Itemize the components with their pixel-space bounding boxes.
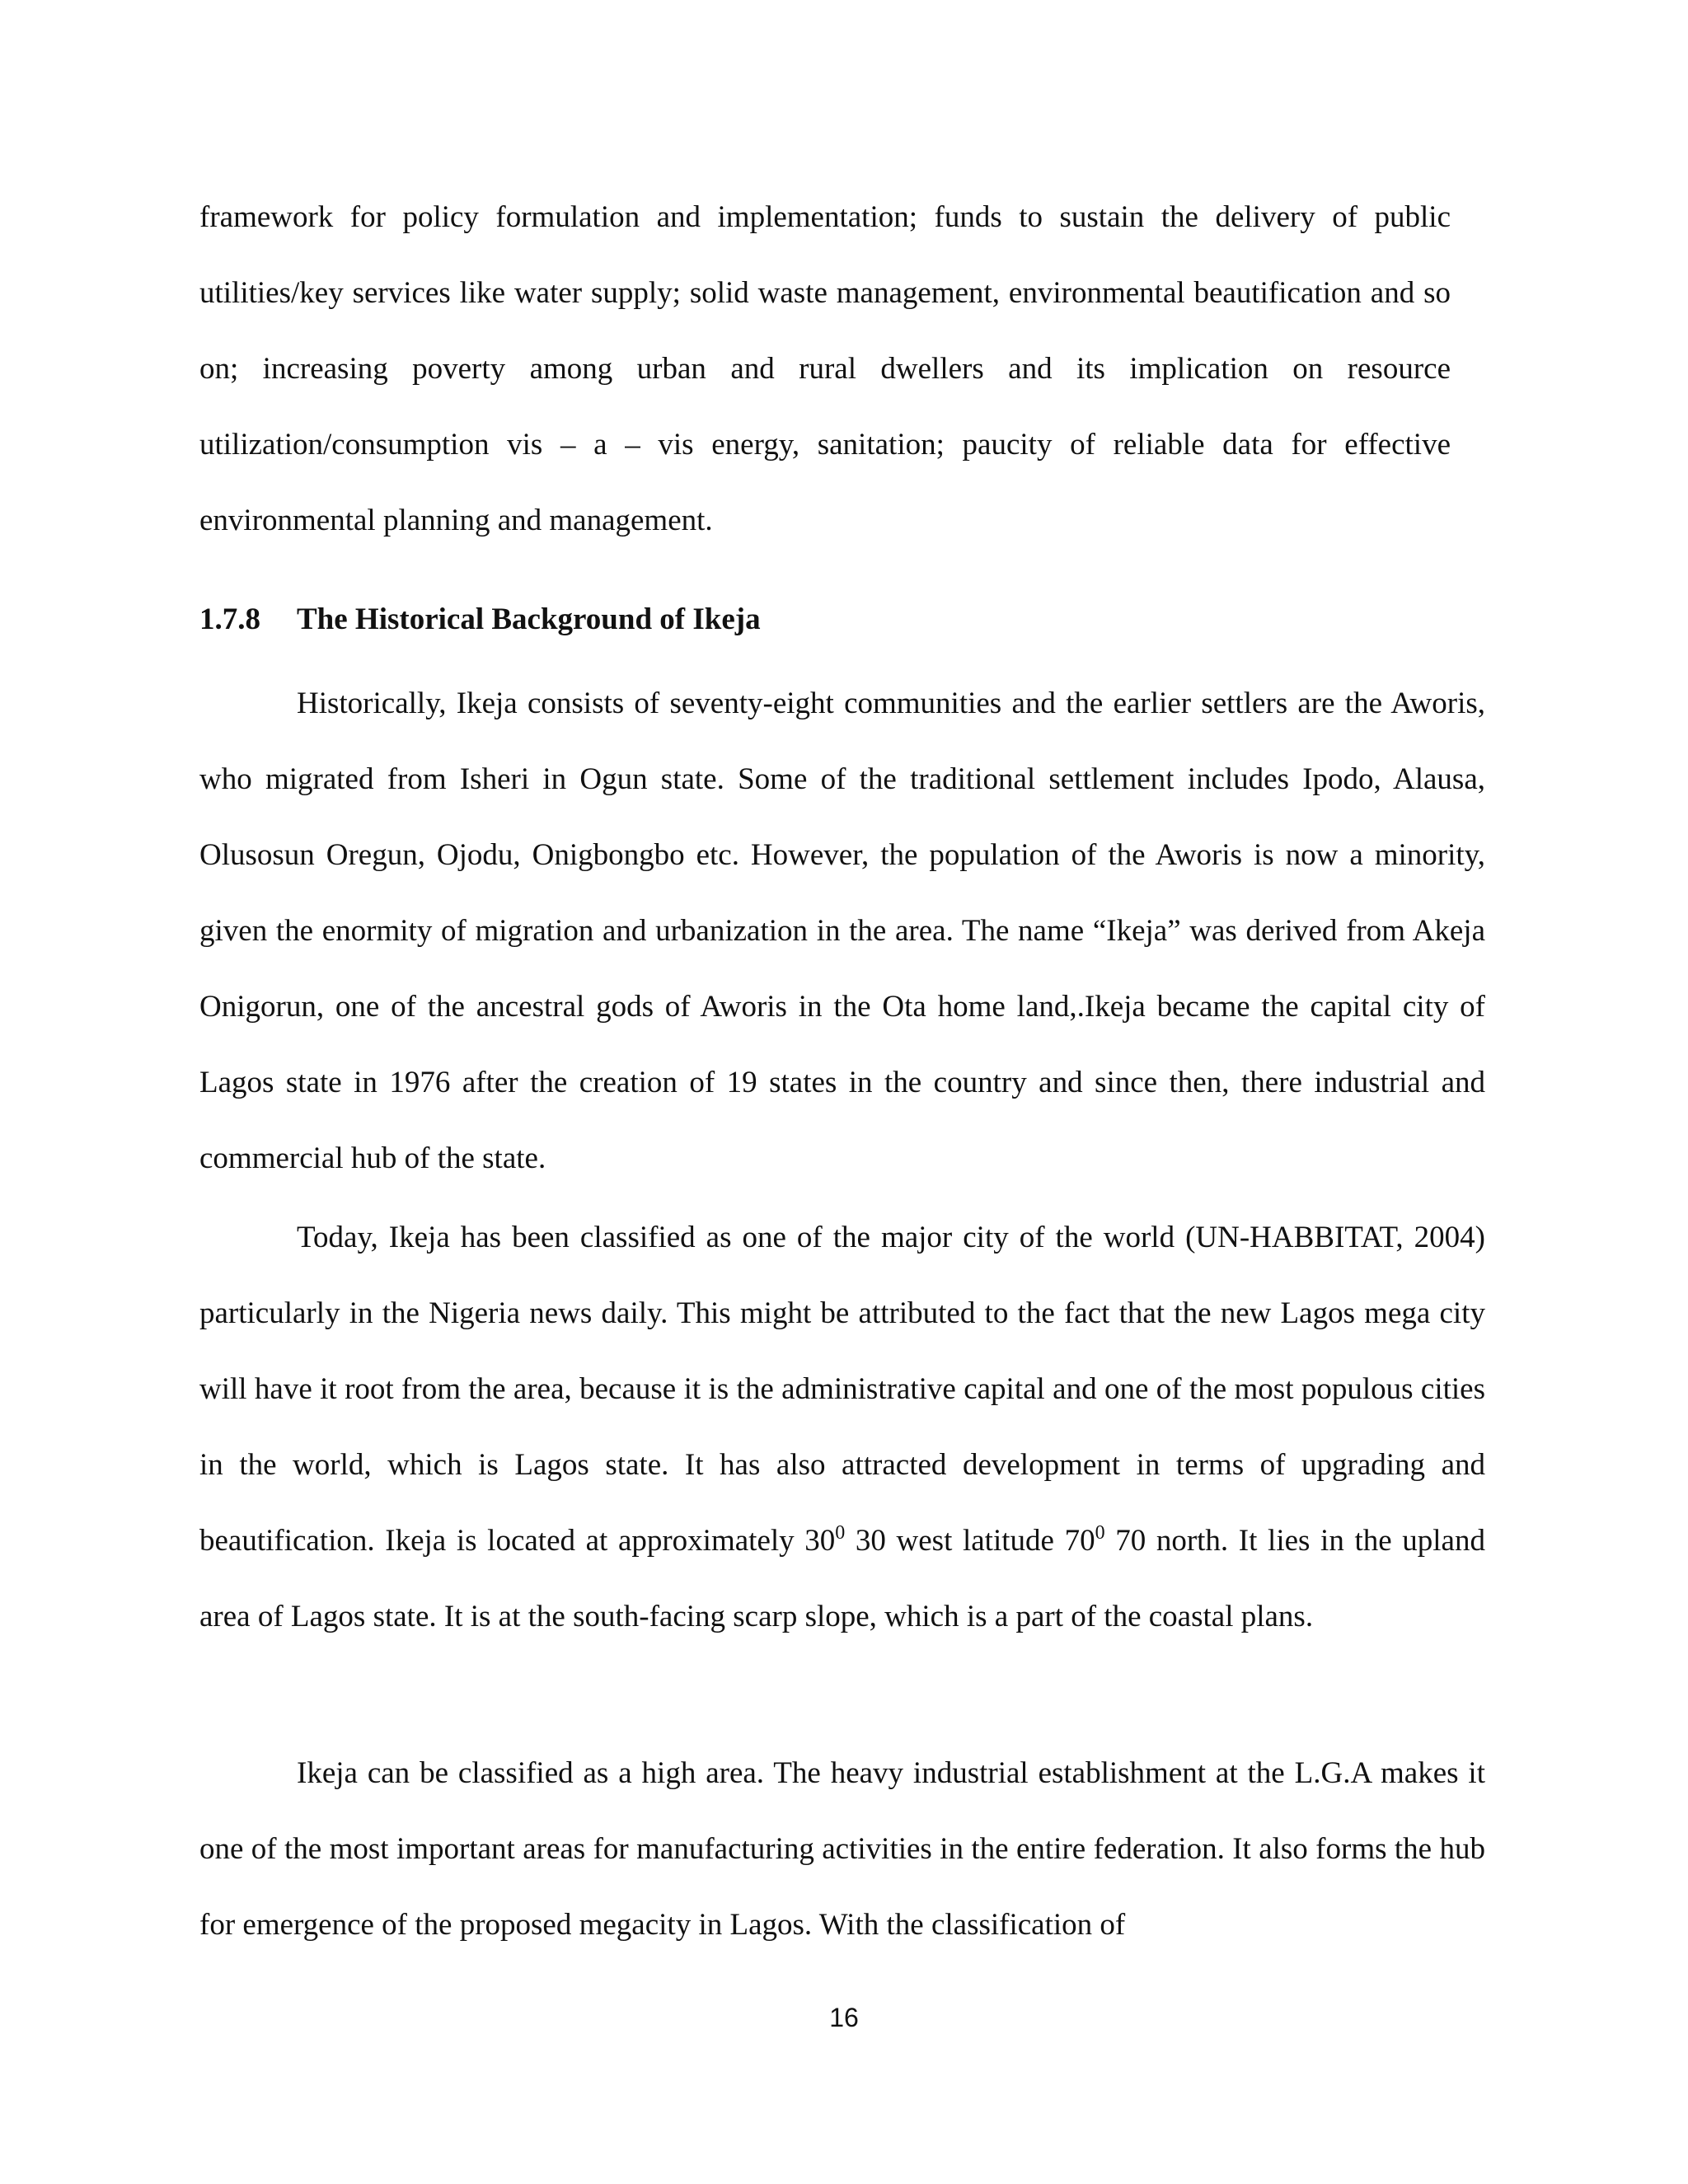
paragraph-location-part-2: 30 west latitude 70 bbox=[845, 1524, 1095, 1558]
paragraph-industry: Ikeja can be classified as a high area. The heavy industrial establishment at the L.G.A makes it one of the most important areas for manufacturing activities in the entire federation. It also forms the hub for emergence of the proposed megacity in Lagos. With the classification of bbox=[199, 1756, 1485, 1942]
paragraph-location-part-1: Today, Ikeja has been classified as one of the major city of the world (UN-HABBITAT, 2004) particularly in the Nigeria news daily. This might be attributed to the fact that the new Lagos mega city will have it root from the area, because it is the administrative capital and one of the most populous cities in the world, which is Lagos state. It has also attracted development in terms of upgrading and beautification. Ikeja is located at approximately 30 bbox=[199, 1221, 1485, 1558]
degree-superscript-1: 0 bbox=[835, 1522, 846, 1544]
continuation-paragraph: framework for policy formulation and implementation; funds to sustain the delivery of public utilities/key services like water supply; solid waste management, environmental beautification and so on; increasing poverty among urban and rural dwellers and its implication on resource utilization/consumption vis – a – vis energy, sanitation; paucity of reliable data for effective environmental planning and management. bbox=[199, 200, 1451, 537]
section-heading bbox=[199, 595, 761, 644]
section-number: 1.7.8 bbox=[199, 602, 260, 636]
degree-superscript-2: 0 bbox=[1095, 1522, 1105, 1544]
page-number: 16 bbox=[829, 2003, 859, 2032]
paragraph-location-part-3: 70 north. It lies in the upland area of Lagos state. It is at the south-facing scarp slope, which is a part of the coastal plans. bbox=[199, 1524, 1485, 1633]
section-title: The Historical Background of Ikeja bbox=[297, 602, 761, 636]
paragraph-history: Historically, Ikeja consists of seventy-eight communities and the earlier settlers are the Aworis, who migrated from Isheri in Ogun state. Some of the traditional settlement includes Ipodo, Alausa, Olusosun Oregun, Ojodu, Onigbongbo etc. However, the population of the Aworis is now a minority, given the enormity of migration and urbanization in the area. The name “Ikeja” was derived from Akeja Onigorun, one of the ancestral gods of Aworis in the Ota home land,.Ikeja became the capital city of Lagos state in 1976 after the creation of 19 states in the country and since then, there industrial and commercial hub of the state. bbox=[199, 687, 1485, 1175]
paragraph-location bbox=[199, 1200, 1485, 1655]
